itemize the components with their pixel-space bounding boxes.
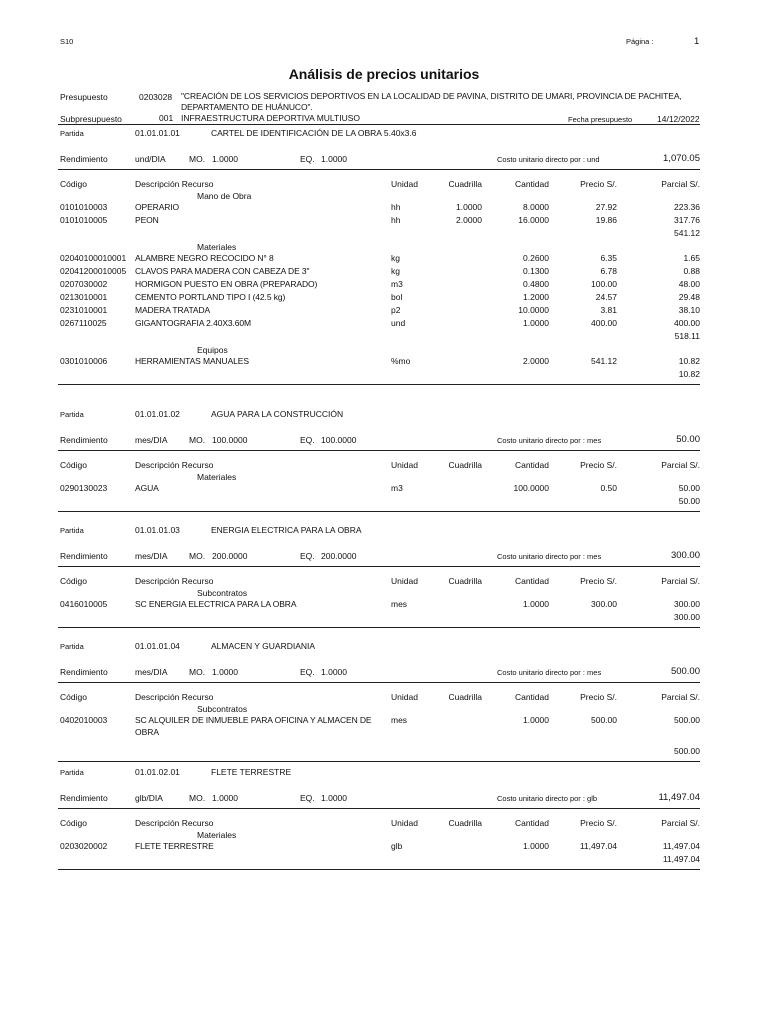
mo-label: MO. <box>189 551 206 561</box>
presupuesto-description-line2: DEPARTAMENTO DE HUÁNUCO". <box>181 102 313 112</box>
partida-code: 01.01.01.02 <box>135 409 180 419</box>
resource-precio: 300.00 <box>591 599 617 609</box>
group-title: Equipos <box>197 345 228 355</box>
resource-cantidad: 10.0000 <box>518 305 549 315</box>
resource-code: 0101010005 <box>60 215 108 225</box>
mo-value: 1.0000 <box>212 154 238 164</box>
resource-parcial: 29.48 <box>678 292 700 302</box>
resource-cantidad: 100.0000 <box>513 483 549 493</box>
rendimiento-unit: mes/DIA <box>135 435 168 445</box>
resource-description: PEON <box>135 215 159 225</box>
resource-precio: 6.35 <box>600 253 617 263</box>
resource-cantidad: 0.2600 <box>523 253 549 263</box>
rendimiento-label: Rendimiento <box>60 435 108 445</box>
partida-description: AGUA PARA LA CONSTRUCCIÓN <box>211 409 344 419</box>
column-header-precio: Precio S/. <box>580 460 617 470</box>
rendimiento-label: Rendimiento <box>60 551 108 561</box>
resource-unit: und <box>391 318 406 328</box>
resource-parcial: 317.76 <box>674 215 700 225</box>
rendimiento-unit: mes/DIA <box>135 667 168 677</box>
resource-cantidad: 1.2000 <box>523 292 549 302</box>
resource-code: 0207030002 <box>60 279 108 289</box>
mo-label: MO. <box>189 667 206 677</box>
resource-cantidad: 1.0000 <box>523 599 549 609</box>
resource-description: HERRAMIENTAS MANUALES <box>135 356 249 366</box>
partida-end-divider <box>58 761 700 762</box>
header-divider <box>58 124 700 125</box>
column-header-unidad: Unidad <box>391 576 418 586</box>
rendimiento-divider <box>58 808 700 809</box>
column-header-descripcion: Descripción Recurso <box>135 576 214 586</box>
resource-description: GIGANTOGRAFIA 2.40X3.60M <box>135 318 252 328</box>
resource-description: ALAMBRE NEGRO RECOCIDO N° 8 <box>135 253 274 263</box>
resource-unit: mes <box>391 715 408 725</box>
resource-cantidad: 1.0000 <box>523 715 549 725</box>
group-title: Materiales <box>197 830 237 840</box>
resource-description: SC ENERGIA ELECTRICA PARA LA OBRA <box>135 599 297 609</box>
partida-description: FLETE TERRESTRE <box>211 767 292 777</box>
resource-code: 0203020002 <box>60 841 108 851</box>
resource-description-continued: OBRA <box>135 727 160 737</box>
partida-label: Partida <box>60 129 84 138</box>
resource-parcial: 1.65 <box>683 253 700 263</box>
eq-label: EQ. <box>300 154 315 164</box>
group-subtotal: 300.00 <box>674 612 700 622</box>
presupuesto-code: 0203028 <box>139 92 173 102</box>
column-header-unidad: Unidad <box>391 460 418 470</box>
resource-parcial: 50.00 <box>678 483 700 493</box>
rendimiento-divider <box>58 682 700 683</box>
rendimiento-label: Rendimiento <box>60 793 108 803</box>
resource-cantidad: 8.0000 <box>523 202 549 212</box>
partida-code: 01.01.01.04 <box>135 641 180 651</box>
resource-precio: 400.00 <box>591 318 617 328</box>
resource-cantidad: 2.0000 <box>523 356 549 366</box>
group-title: Materiales <box>197 472 237 482</box>
resource-unit: kg <box>391 266 400 276</box>
eq-value: 200.0000 <box>321 551 357 561</box>
group-subtotal: 541.12 <box>674 228 700 238</box>
fecha-value: 14/12/2022 <box>657 114 700 124</box>
column-header-parcial: Parcial S/. <box>661 818 700 828</box>
resource-code: 0267110025 <box>60 318 107 328</box>
rendimiento-unit: und/DIA <box>135 154 166 164</box>
partida-end-divider <box>58 627 700 628</box>
subpresupuesto-description: INFRAESTRUCTURA DEPORTIVA MULTIUSO <box>181 113 360 123</box>
group-subtotal: 10.82 <box>678 369 700 379</box>
partida-end-divider <box>58 384 700 385</box>
resource-description: SC ALQUILER DE INMUEBLE PARA OFICINA Y ALMACEN DE <box>135 715 372 725</box>
resource-precio: 500.00 <box>591 715 617 725</box>
resource-cuadrilla: 1.0000 <box>456 202 482 212</box>
partida-code: 01.01.01.01 <box>135 128 180 138</box>
resource-precio: 0.50 <box>600 483 617 493</box>
eq-value: 1.0000 <box>321 793 347 803</box>
group-subtotal: 500.00 <box>674 746 700 756</box>
column-header-codigo: Código <box>60 460 87 470</box>
resource-code: 02040100010001 <box>60 253 127 263</box>
column-header-precio: Precio S/. <box>580 818 617 828</box>
resource-precio: 27.92 <box>595 202 617 212</box>
group-title: Materiales <box>197 242 237 252</box>
mo-label: MO. <box>189 435 206 445</box>
mo-value: 100.0000 <box>212 435 248 445</box>
costo-unitario-value: 1,070.05 <box>663 153 700 164</box>
rendimiento-unit: glb/DIA <box>135 793 163 803</box>
eq-label: EQ. <box>300 435 315 445</box>
mo-value: 1.0000 <box>212 793 238 803</box>
column-header-descripcion: Descripción Recurso <box>135 692 214 702</box>
mo-value: 1.0000 <box>212 667 238 677</box>
column-header-descripcion: Descripción Recurso <box>135 179 214 189</box>
resource-parcial: 48.00 <box>678 279 700 289</box>
resource-description: CEMENTO PORTLAND TIPO I (42.5 kg) <box>135 292 286 302</box>
resource-precio: 541.12 <box>591 356 617 366</box>
resource-unit: glb <box>391 841 403 851</box>
fecha-label: Fecha presupuesto <box>568 115 633 124</box>
group-subtotal: 11,497.04 <box>662 854 700 864</box>
costo-unitario-value: 50.00 <box>676 434 700 445</box>
rendimiento-divider <box>58 450 700 451</box>
eq-value: 100.0000 <box>321 435 357 445</box>
column-header-precio: Precio S/. <box>580 576 617 586</box>
resource-description: CLAVOS PARA MADERA CON CABEZA DE 3" <box>135 266 310 276</box>
column-header-cuadrilla: Cuadrilla <box>448 179 482 189</box>
resource-cantidad: 1.0000 <box>523 318 549 328</box>
column-header-codigo: Código <box>60 179 87 189</box>
resource-unit: kg <box>391 253 400 263</box>
rendimiento-label: Rendimiento <box>60 154 108 164</box>
resource-precio: 100.00 <box>591 279 617 289</box>
column-header-parcial: Parcial S/. <box>661 179 700 189</box>
costo-unitario-value: 500.00 <box>670 666 700 677</box>
group-title: Mano de Obra <box>197 191 252 201</box>
eq-label: EQ. <box>300 667 315 677</box>
column-header-parcial: Parcial S/. <box>661 692 700 702</box>
resource-unit: p2 <box>391 305 401 315</box>
page-number: 1 <box>694 36 700 47</box>
resource-unit: %mo <box>391 356 411 366</box>
rendimiento-divider <box>58 566 700 567</box>
resource-code: 0301010006 <box>60 356 108 366</box>
group-title: Subcontratos <box>197 588 248 598</box>
page-label: Página : <box>626 37 654 46</box>
resource-parcial: 10.82 <box>678 356 700 366</box>
resource-parcial: 0.88 <box>683 266 700 276</box>
column-header-unidad: Unidad <box>391 692 418 702</box>
resource-unit: hh <box>391 202 401 212</box>
resource-unit: m3 <box>391 279 403 289</box>
costo-unitario-label: Costo unitario directo por : und <box>497 155 600 164</box>
rendimiento-divider <box>58 169 700 170</box>
resource-description: FLETE TERRESTRE <box>135 841 214 851</box>
mo-label: MO. <box>189 793 206 803</box>
resource-code: 0416010005 <box>60 599 108 609</box>
partida-end-divider <box>58 511 700 512</box>
rendimiento-unit: mes/DIA <box>135 551 168 561</box>
resource-unit: mes <box>391 599 408 609</box>
column-header-unidad: Unidad <box>391 818 418 828</box>
group-title: Subcontratos <box>197 704 248 714</box>
resource-code: 0101010003 <box>60 202 108 212</box>
partida-description: ENERGIA ELECTRICA PARA LA OBRA <box>211 525 362 535</box>
partida-label: Partida <box>60 768 84 777</box>
resource-code: 0402010003 <box>60 715 108 725</box>
rendimiento-label: Rendimiento <box>60 667 108 677</box>
subpresupuesto-code: 001 <box>159 113 174 123</box>
resource-parcial: 400.00 <box>674 318 700 328</box>
resource-parcial: 38.10 <box>678 305 700 315</box>
resource-cantidad: 1.0000 <box>523 841 549 851</box>
resource-precio: 19.86 <box>595 215 617 225</box>
resource-unit: hh <box>391 215 401 225</box>
column-header-cuadrilla: Cuadrilla <box>448 460 482 470</box>
partida-label: Partida <box>60 526 84 535</box>
column-header-precio: Precio S/. <box>580 692 617 702</box>
resource-precio: 24.57 <box>595 292 617 302</box>
mo-label: MO. <box>189 154 206 164</box>
resource-precio: 3.81 <box>600 305 617 315</box>
column-header-cantidad: Cantidad <box>514 179 549 189</box>
column-header-parcial: Parcial S/. <box>661 460 700 470</box>
column-header-precio: Precio S/. <box>580 179 617 189</box>
costo-unitario-label: Costo unitario directo por : mes <box>497 668 602 677</box>
resource-unit: m3 <box>391 483 403 493</box>
partida-code: 01.01.02.01 <box>135 767 180 777</box>
subpresupuesto-label: Subpresupuesto <box>60 114 122 124</box>
column-header-codigo: Código <box>60 576 87 586</box>
resource-precio: 11,497.04 <box>579 841 617 851</box>
resource-description: OPERARIO <box>135 202 180 212</box>
column-header-cantidad: Cantidad <box>514 818 549 828</box>
partida-label: Partida <box>60 642 84 651</box>
group-subtotal: 518.11 <box>674 331 700 341</box>
resource-unit: bol <box>391 292 403 302</box>
presupuesto-label: Presupuesto <box>60 92 108 102</box>
partida-end-divider <box>58 869 700 870</box>
partida-code: 01.01.01.03 <box>135 525 180 535</box>
eq-value: 1.0000 <box>321 154 347 164</box>
mo-value: 200.0000 <box>212 551 248 561</box>
column-header-cantidad: Cantidad <box>514 576 549 586</box>
eq-value: 1.0000 <box>321 667 347 677</box>
resource-description: HORMIGON PUESTO EN OBRA (PREPARADO) <box>135 279 318 289</box>
resource-cantidad: 16.0000 <box>518 215 549 225</box>
eq-label: EQ. <box>300 551 315 561</box>
resource-cuadrilla: 2.0000 <box>456 215 482 225</box>
costo-unitario-value: 300.00 <box>670 550 700 561</box>
column-header-codigo: Código <box>60 692 87 702</box>
partida-label: Partida <box>60 410 84 419</box>
costo-unitario-label: Costo unitario directo por : glb <box>497 794 598 803</box>
software-label: S10 <box>60 37 74 46</box>
resource-cantidad: 0.4800 <box>523 279 549 289</box>
costo-unitario-label: Costo unitario directo por : mes <box>497 436 602 445</box>
resource-cantidad: 0.1300 <box>523 266 549 276</box>
costo-unitario-value: 11,497.04 <box>658 792 700 803</box>
column-header-unidad: Unidad <box>391 179 418 189</box>
resource-precio: 6.78 <box>600 266 617 276</box>
column-header-cantidad: Cantidad <box>514 692 549 702</box>
column-header-cantidad: Cantidad <box>514 460 549 470</box>
costo-unitario-label: Costo unitario directo por : mes <box>497 552 602 561</box>
resource-description: MADERA TRATADA <box>135 305 211 315</box>
partida-description: ALMACEN Y GUARDIANIA <box>211 641 316 651</box>
resource-parcial: 11,497.04 <box>662 841 700 851</box>
column-header-cuadrilla: Cuadrilla <box>448 818 482 828</box>
column-header-parcial: Parcial S/. <box>661 576 700 586</box>
column-header-cuadrilla: Cuadrilla <box>448 576 482 586</box>
resource-parcial: 223.36 <box>674 202 700 212</box>
presupuesto-description-line1: "CREACIÓN DE LOS SERVICIOS DEPORTIVOS EN LA LOCALIDAD DE PAVINA, DISTRITO DE UMARI, PROVINCIA DE PACHITEA, <box>181 91 682 101</box>
report-title: Análisis de precios unitarios <box>288 66 480 82</box>
eq-label: EQ. <box>300 793 315 803</box>
column-header-codigo: Código <box>60 818 87 828</box>
resource-code: 02041200010005 <box>60 266 127 276</box>
group-subtotal: 50.00 <box>678 496 700 506</box>
column-header-descripcion: Descripción Recurso <box>135 818 214 828</box>
column-header-cuadrilla: Cuadrilla <box>448 692 482 702</box>
resource-code: 0231010001 <box>60 305 108 315</box>
column-header-descripcion: Descripción Recurso <box>135 460 214 470</box>
resource-code: 0213010001 <box>60 292 108 302</box>
resource-code: 0290130023 <box>60 483 108 493</box>
resource-parcial: 300.00 <box>674 599 700 609</box>
resource-parcial: 500.00 <box>674 715 700 725</box>
partida-description: CARTEL DE IDENTIFICACIÓN DE LA OBRA 5.40x3.6 <box>211 128 417 138</box>
resource-description: AGUA <box>135 483 159 493</box>
